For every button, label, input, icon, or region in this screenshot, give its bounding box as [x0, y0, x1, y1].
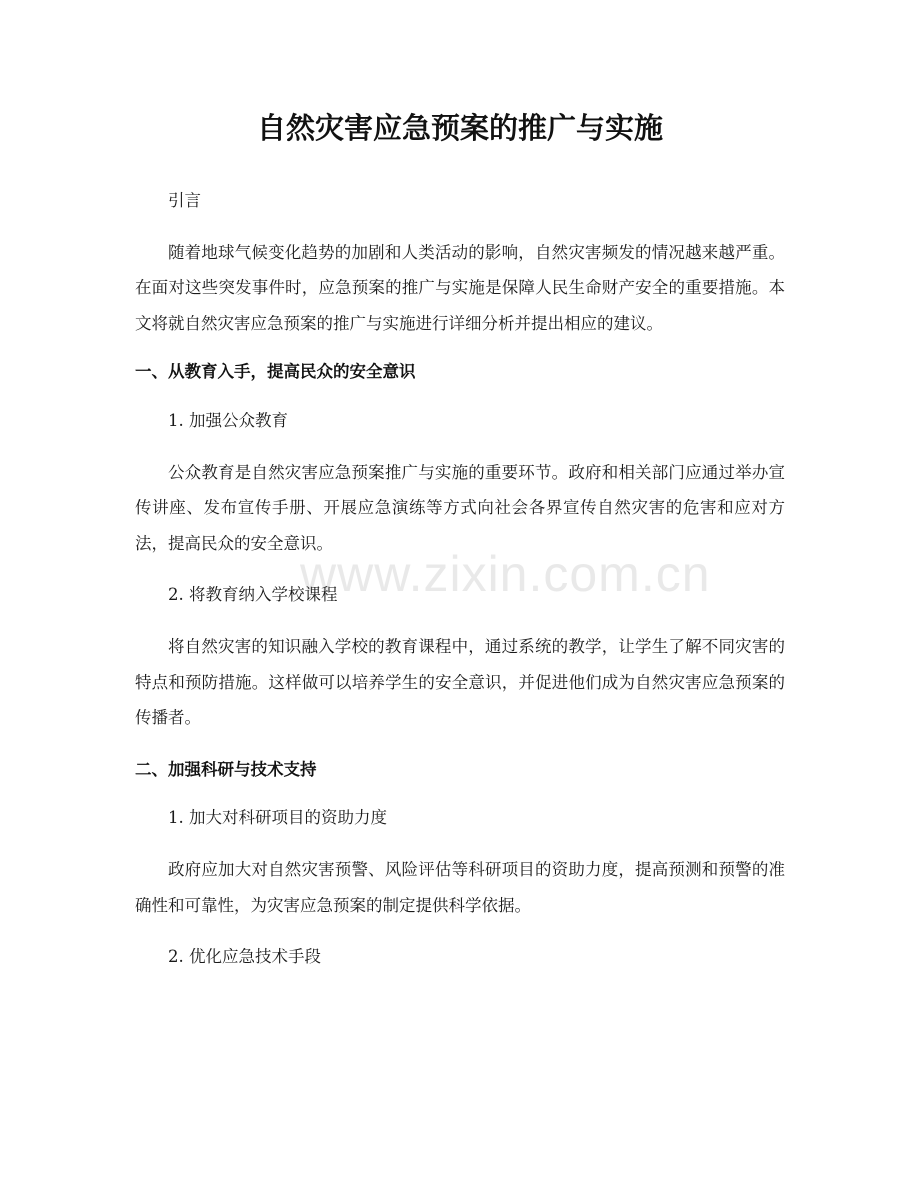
section-heading: 一、从教育入手，提高民众的安全意识: [135, 362, 416, 382]
section-2: [135, 752, 785, 975]
intro-label: 引言: [168, 191, 201, 210]
watermark: www.zixin.com.cn: [300, 546, 711, 602]
document-body: [135, 183, 785, 991]
subsection-heading: 1. 加大对科研项目的资助力度: [168, 808, 387, 828]
section-1: [135, 354, 785, 735]
subsection-paragraph: 政府应加大对自然灾害预警、风险评估等科研项目的资助力度，提高预测和预警的准确性和可靠性，为灾害应急预案的制定提供科学依据。: [135, 859, 785, 915]
subsection-heading: 2. 优化应急技术手段: [168, 947, 321, 967]
intro-paragraph: 随着地球气候变化趋势的加剧和人类活动的影响，自然灾害频发的情况越来越严重。在面对这些突发事件时，应急预案的推广与实施是保障人民生命财产安全的重要措施。本文将就自然灾害应急预案的推广与实施进行详细分析并提出相应的建议。: [135, 242, 785, 333]
subsection-heading: 2. 将教育纳入学校课程: [168, 585, 338, 605]
document-title: 自然灾害应急预案的推广与实施: [256, 111, 663, 145]
subsection-paragraph: 将自然灾害的知识融入学校的教育课程中，通过系统的教学，让学生了解不同灾害的特点和预防措施。这样做可以培养学生的安全意识，并促进他们成为自然灾害应急预案的传播者。: [135, 636, 785, 728]
section-heading: 二、加强科研与技术支持: [135, 759, 317, 779]
subsection-heading: 1. 加强公众教育: [168, 410, 288, 430]
subsection-paragraph: 公众教育是自然灾害应急预案推广与实施的重要环节。政府和相关部门应通过举办宣传讲座、发布宣传手册、开展应急演练等方式向社会各界宣传自然灾害的危害和应对方法，提高民众的安全意识。: [135, 462, 785, 553]
